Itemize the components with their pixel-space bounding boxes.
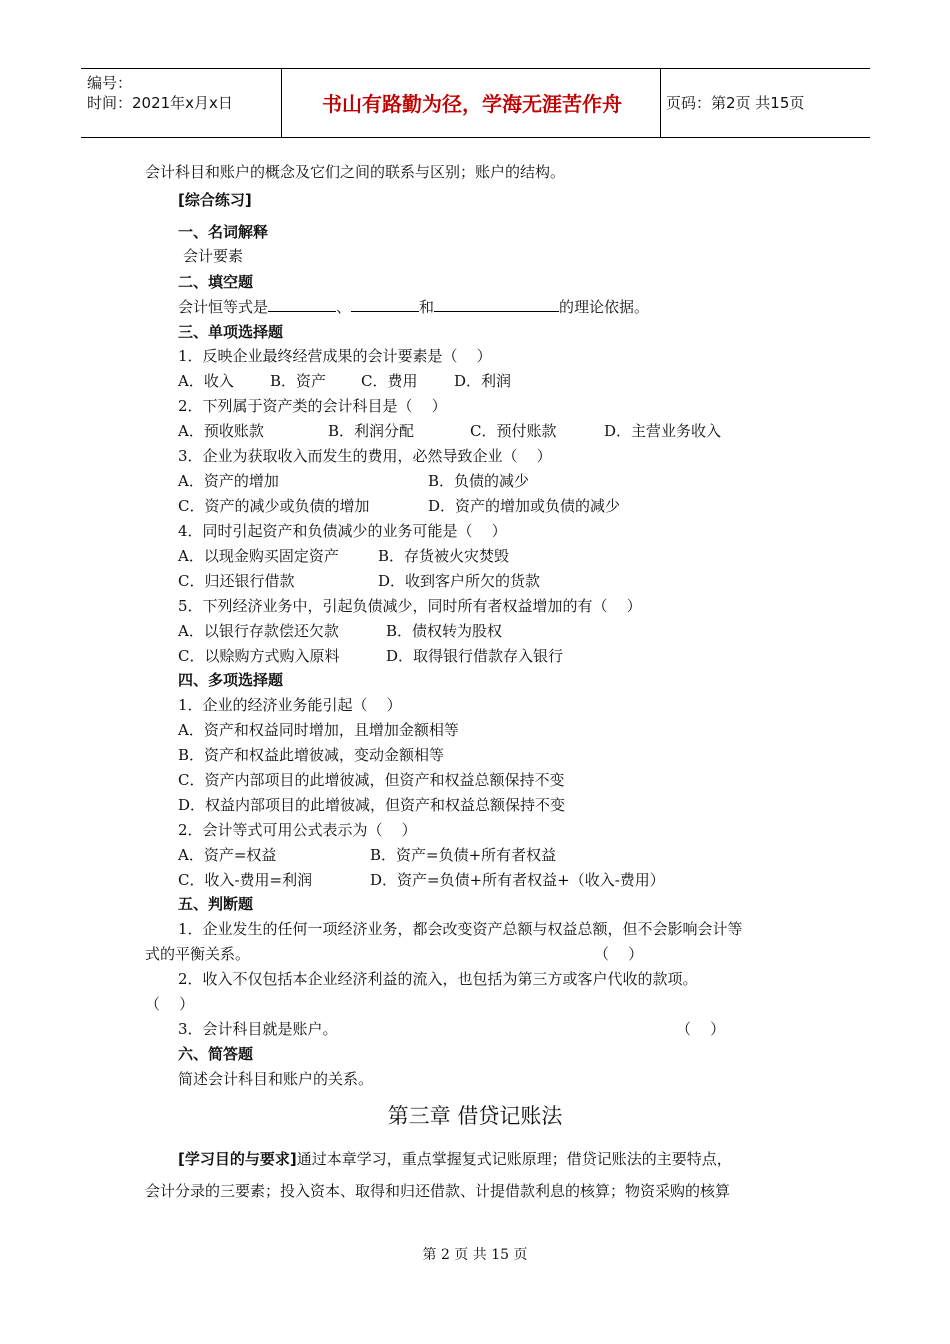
blank-field[interactable] — [434, 297, 559, 312]
motto: 书山有路勤为径，学海无涯苦作舟 — [322, 92, 622, 116]
option: D．主营业务收入 — [604, 422, 722, 440]
fill-blank-question — [178, 297, 649, 317]
option: A．资产=权益 — [178, 846, 277, 864]
option: A．预收账款 — [178, 422, 264, 440]
option: C．资产的减少或负债的增加 — [178, 497, 370, 515]
option: A．资产和权益同时增加，且增加金额相等 — [178, 721, 459, 739]
section-title: 五、判断题 — [178, 895, 254, 913]
page-footer: 第 2 页 共 15 页 — [422, 1247, 528, 1263]
option: A．资产的增加 — [178, 472, 279, 490]
page-header — [81, 68, 870, 138]
option: D．收到客户所欠的货款 — [378, 572, 541, 590]
answer-parens[interactable]: （ ） — [145, 995, 195, 1013]
question: 5．下列经济业务中，引起负债减少，同时所有者权益增加的有（ ） — [178, 597, 642, 615]
goal-paragraph — [178, 1149, 732, 1169]
option: C．以赊购方式购入原料 — [178, 647, 340, 665]
page-info: 页码：第2页 共15页 — [666, 94, 805, 112]
section-title: 一、名词解释 — [178, 223, 269, 241]
intro-line: 会计科目和账户的概念及它们之间的联系与区别；账户的结构。 — [145, 163, 566, 181]
question: 2．收入不仅包括本企业经济利益的流入，也包括为第三方或客户代收的款项。 — [178, 970, 698, 988]
goal-label: [学习目的与要求] — [178, 1150, 297, 1168]
option: C．归还银行借款 — [178, 572, 295, 590]
answer-parens[interactable]: （ ） — [676, 1020, 726, 1038]
question-text: 、 — [336, 298, 352, 316]
section-title: 六、简答题 — [178, 1045, 254, 1063]
option: C．收入-费用=利润 — [178, 871, 313, 889]
chapter-title: 第三章 借贷记账法 — [387, 1104, 563, 1128]
option: D．资产的增加或负债的减少 — [428, 497, 621, 515]
option: D．取得银行借款存入银行 — [386, 647, 564, 665]
section-title: 二、填空题 — [178, 273, 254, 291]
exercise-title: [综合练习] — [178, 191, 252, 209]
option: A．以银行存款偿还欠款 — [178, 622, 339, 640]
question: 简述会计科目和账户的关系。 — [178, 1070, 374, 1088]
option: D．利润 — [454, 372, 512, 390]
section-title: 四、多项选择题 — [178, 671, 284, 689]
blank-field[interactable] — [268, 297, 336, 312]
question: 3．会计科目就是账户。 — [178, 1020, 338, 1038]
option: B．利润分配 — [328, 422, 415, 440]
header-meta — [87, 73, 233, 113]
question-text: 会计恒等式是 — [178, 298, 269, 316]
question: 2．会计等式可用公式表示为（ ） — [178, 821, 417, 839]
question: 1．反映企业最终经营成果的会计要素是（ ） — [178, 347, 492, 365]
option: B．存货被火灾焚毁 — [378, 547, 510, 565]
section-title: 三、单项选择题 — [178, 323, 284, 341]
option: C．费用 — [361, 372, 418, 390]
question-text: 和 — [419, 298, 435, 316]
question: 式的平衡关系。 — [145, 945, 251, 963]
question-text: 的理论依据。 — [559, 298, 650, 316]
question: 2．下列属于资产类的会计科目是（ ） — [178, 397, 447, 415]
question: 1．企业发生的任何一项经济业务，都会改变资产总额与权益总额，但不会影响会计等 — [178, 920, 743, 938]
header-divider — [281, 69, 282, 137]
question: 1．企业的经济业务能引起（ ） — [178, 696, 402, 714]
goal-text: 会计分录的三要素；投入资本、取得和归还借款、计提借款利息的核算；物资采购的核算 — [145, 1182, 731, 1200]
option: D．权益内部项目的此增彼减，但资产和权益总额保持不变 — [178, 796, 566, 814]
number-label: 编号： — [87, 74, 133, 92]
option: B．负债的减少 — [428, 472, 530, 490]
answer-parens[interactable]: （ ） — [594, 945, 644, 963]
question: 3．企业为获取收入而发生的费用，必然导致企业（ ） — [178, 447, 552, 465]
option: C．资产内部项目的此增彼减，但资产和权益总额保持不变 — [178, 771, 565, 789]
option: B．资产和权益此增彼减，变动金额相等 — [178, 746, 445, 764]
option: D．资产=负债+所有者权益+（收入-费用） — [370, 871, 665, 889]
goal-text: 通过本章学习，重点掌握复式记账原理；借贷记账法的主要特点， — [296, 1150, 732, 1168]
date-label: 时间：2021年x月x日 — [87, 94, 233, 112]
option: B．债权转为股权 — [386, 622, 503, 640]
blank-field[interactable] — [351, 297, 419, 312]
option: B．资产 — [270, 372, 327, 390]
option: C．预付账款 — [470, 422, 557, 440]
option: B．资产=负债+所有者权益 — [370, 846, 557, 864]
term-item: 会计要素 — [183, 247, 244, 265]
question: 4．同时引起资产和负债减少的业务可能是（ ） — [178, 522, 507, 540]
option: A．收入 — [178, 372, 234, 390]
option: A．以现金购买固定资产 — [178, 547, 339, 565]
